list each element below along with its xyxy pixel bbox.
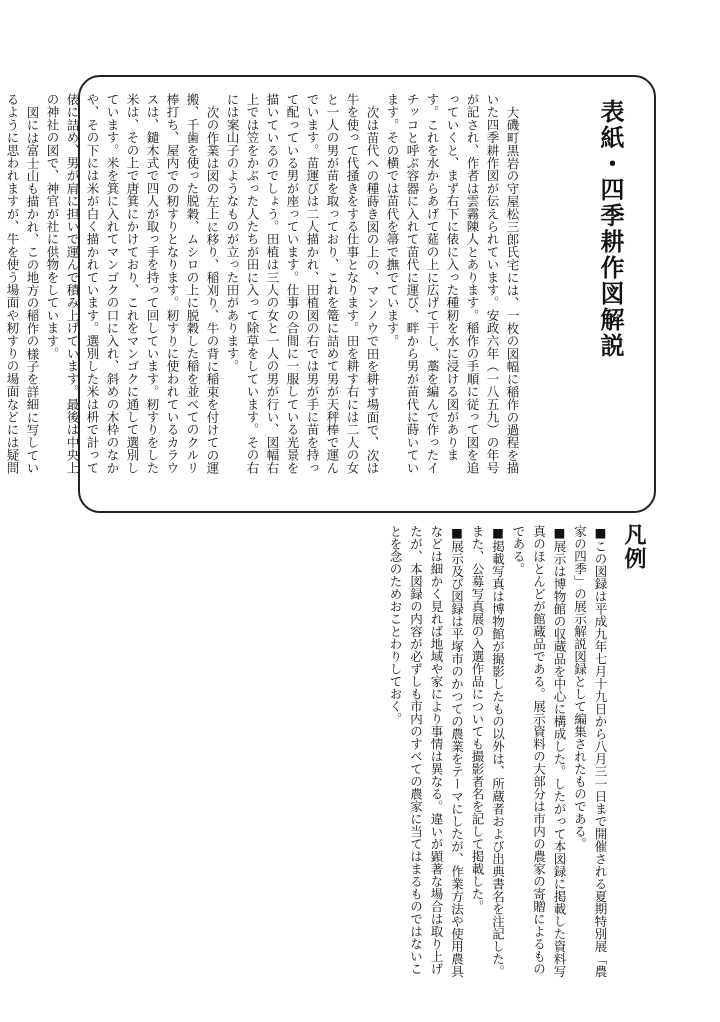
note-item-1 <box>569 525 610 980</box>
note-item-2 <box>508 525 570 980</box>
note-text: 展示及び図録は平塚市のかつての農業をテーマにしたが、作業方法や使用農具などは細かく見れば地域や家により事情は異なる。違いが顕著な場合は取り上げたが、本図録の内容が必ずしも市内のすべての農家に当てはまるものではないことを念のためおことわりしておく。 <box>388 525 465 978</box>
notes-list <box>360 525 610 980</box>
bullet-square-icon: ■ <box>552 525 567 540</box>
bullet-square-icon: ■ <box>490 525 506 540</box>
commentary-paragraph-1: 大磯町黒岩の守屋松三郎氏宅には、一枚の図幅に稲作の過程を描いた四季耕作図が伝えられています。安政六年（一八五九）の年号が記され、作者は雲霧陳人とあります。稲作の手順に従って図を追っていくと、まず右下に俵に入った種籾を水に浸ける図があります。これを水からあげて莚の上に広げて干し、藁を編んで作ったイチッコと呼ぶ容器に入れて苗代に運び、畔から男が苗代に蒔いています。その横では苗代を箒で撫でています。 <box>385 93 520 474</box>
commentary-paragraph-3: 次の作業は図の左上に移り、稲刈り、牛の背に稲束を付けての運搬、千歯を使った脱穀、ムシロの上に脱穀した稲を並べてのクルリ棒打ち、屋内での籾すりとなります。籾すりに使われているカラウスは、鑓木式で四人が取っ手を持って回しています。籾すりをした米は、その上で唐箕にかけており、これをマンゴクに通して選別しています。米を箕に入れてマンゴクの口に入れ、斜めの木枠のなかや、その下には米が白く描かれています。選別した米は枡で計って俵に詰め、男が肩に担いで運んで積み上げています。最後は中央上の神社の図で、神官が社に供物をしています。 <box>45 93 220 474</box>
bullet-square-icon: ■ <box>449 525 465 540</box>
bullet-square-icon: ■ <box>593 525 608 540</box>
commentary-paragraph-2: 次は苗代への種蒔き図の上の、マンノウで田を耕す場面で、次は牛を使って代掻きをする仕事となります。田を耕す右には二人の女と一人の男が苗を取っており、これを篭に詰めて男が天秤棒で運んでいます。苗運びは二人描かれ、田植図の右では男が手に苗を持って配っている男が座っています。仕事の合間に一服している光景を描いているのでしょう。田植は三人の女と一人の男が行い、図幅右上では笠をかぶった人たちが田に入って除草をしています。その右には案山子のようなものが立った田があります。 <box>225 93 380 474</box>
note-text: この図録は平成九年七月十九日から八月三一日まで開催される夏期特別展「農家の四季」の展示解説図録として編集されたものである。 <box>572 525 608 978</box>
notes-title: 凡例 <box>621 523 646 571</box>
note-item-4 <box>385 525 467 980</box>
commentary-body <box>5 93 522 475</box>
note-text: 展示は博物館の収蔵品を中心に構成した。したがって本図録に掲載した資料写真のほとんどが館蔵品である。展示資料の大部分は市内の農家の寄贈によるものである。 <box>511 525 567 978</box>
commentary-title: 表紙・四季耕作図解説 <box>596 99 624 359</box>
note-item-3 <box>467 525 508 980</box>
note-text: 掲載写真は博物館が撮影したもの以外は、所蔵者および出典書名を注記した。また、公募写真展の入選作品についても撮影者名を記して掲載した。 <box>470 525 506 978</box>
commentary-paragraph-4: 図には富士山も描かれ、この地方の稲作の様子を詳細に写しているように思われますが、牛を使う場面や籾すりの場面などには疑問 <box>5 93 40 474</box>
commentary-box <box>5 75 656 513</box>
